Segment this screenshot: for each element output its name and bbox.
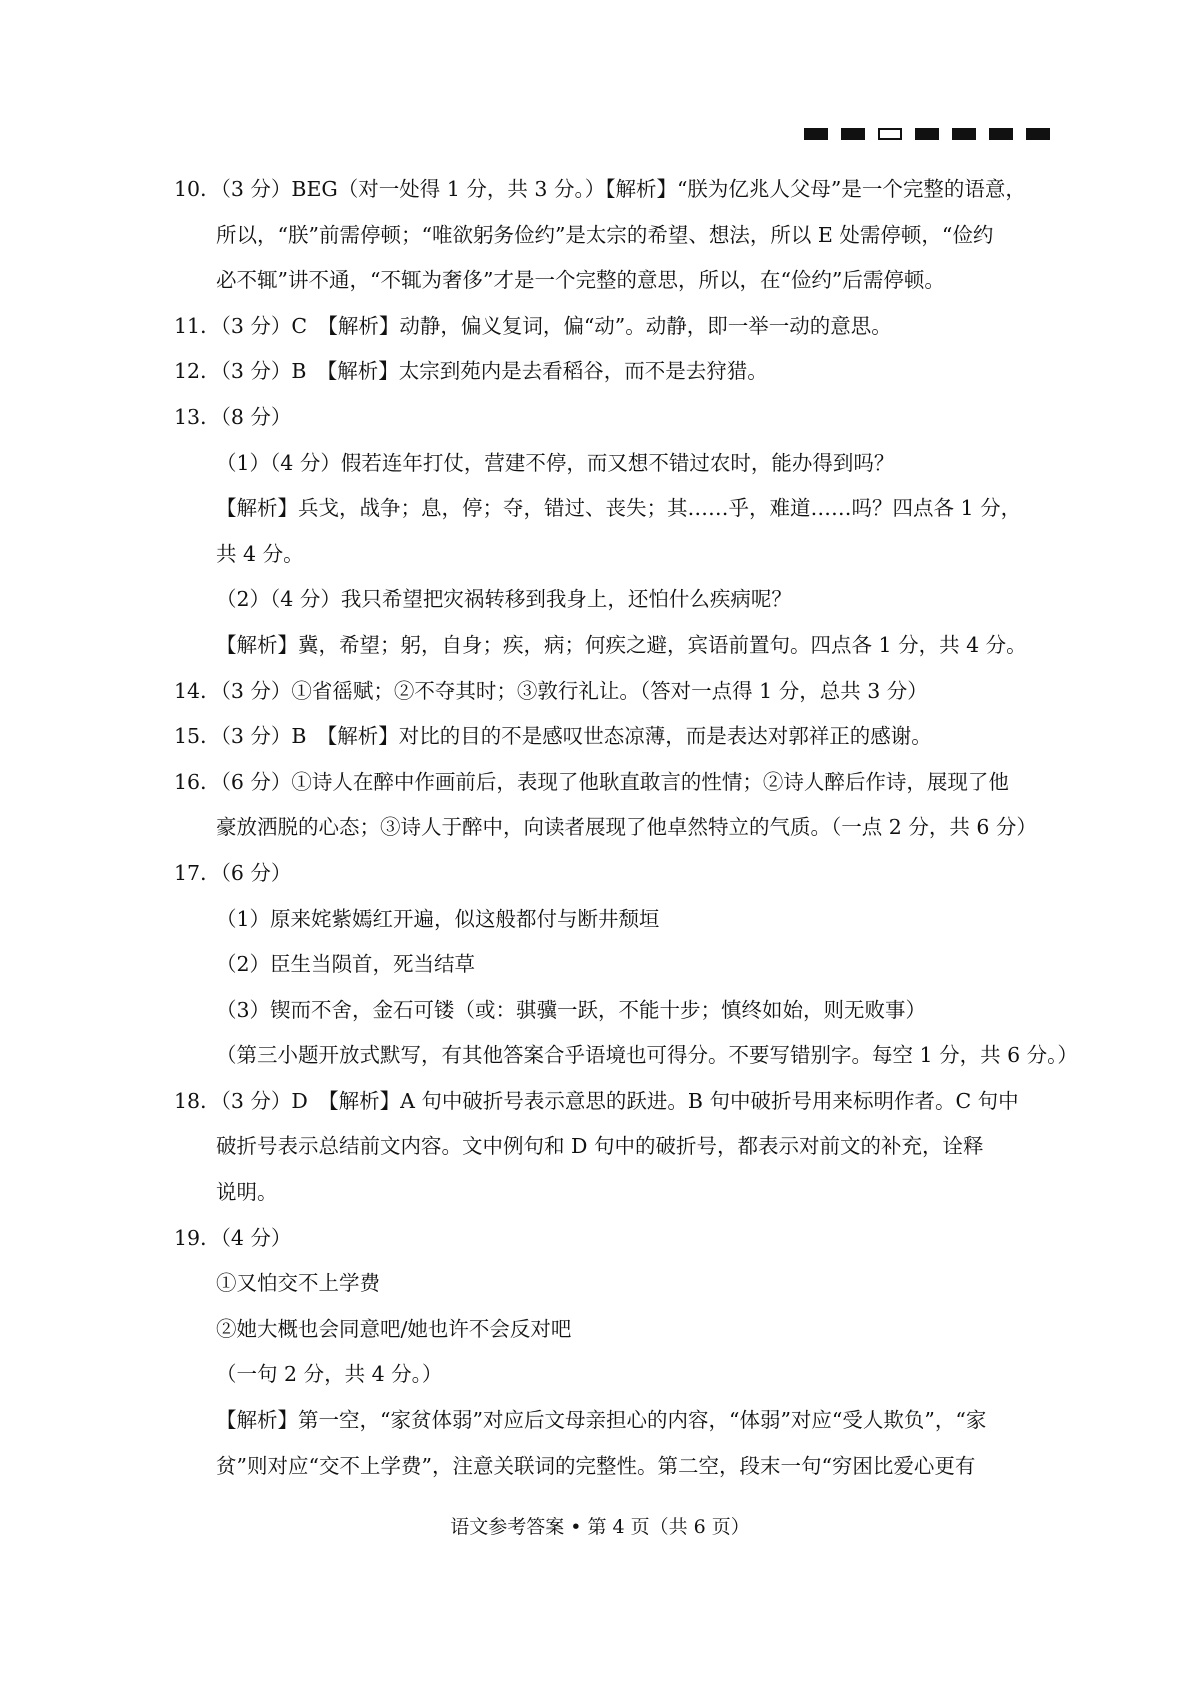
answer-line: 19．（4 分） (174, 1225, 292, 1250)
answer-line: 豪放洒脱的心态；③诗人于醉中，向读者展现了他卓然特立的气质。（一点 2 分，共 6 分） (216, 815, 1037, 840)
header-mark-hollow (878, 128, 902, 140)
header-mark-filled (841, 128, 865, 140)
answer-line: （2）臣生当陨首，死当结草 (216, 952, 476, 977)
answer-key-body (174, 167, 1078, 1489)
answer-line: 12．（3 分）B 【解析】太宗到苑内是去看稻谷，而不是去狩猎。 (174, 359, 768, 384)
answer-line: （一句 2 分，共 4 分。） (216, 1362, 443, 1387)
answer-line: （1）（4 分）假若连年打仗，营建不停，而又想不错过农时，能办得到吗？ (216, 450, 895, 475)
header-marks (804, 128, 1050, 142)
answer-line: ②她大概也会同意吧/她也许不会反对吧 (216, 1316, 572, 1341)
answer-line: （3）锲而不舍，金石可镂（或：骐骥一跃，不能十步；慎终如始，则无败事） (216, 997, 927, 1022)
answer-line: （1）原来姹紫嫣红开遍，似这般都付与断井颓垣 (216, 906, 660, 931)
answer-line: 【解析】第一空，“家贫体弱”对应后文母亲担心的内容，“体弱”对应“受人欺负”，“家 (216, 1408, 987, 1433)
header-mark-filled (989, 128, 1013, 140)
header-mark-filled (804, 128, 828, 140)
header-mark-filled (915, 128, 939, 140)
answer-line: 破折号表示总结前文内容。文中例句和 D 句中的破折号，都表示对前文的补充，诠释 (216, 1134, 984, 1159)
page-footer: 语文参考答案 • 第 4 页（共 6 页） (450, 1516, 750, 1538)
header-mark-filled (1026, 128, 1050, 140)
answer-line: 10．（3 分）BEG（对一处得 1 分，共 3 分。）【解析】“朕为亿兆人父母”是一个完整的语意， (174, 177, 1026, 201)
answer-line: 【解析】兵戈，战争；息，停；夺，错过、丧失；其……乎，难道……吗？四点各 1 分， (216, 496, 1022, 521)
answer-line: 16．（6 分）①诗人在醉中作画前后，表现了他耿直敢言的性情；②诗人醉后作诗，展现了他 (174, 769, 1009, 794)
answer-line: 18．（3 分）D 【解析】A 句中破折号表示意思的跃进。B 句中破折号用来标明作者。C 句中 (174, 1088, 1019, 1113)
answer-line: 贫”则对应“交不上学费”，注意关联词的完整性。第二空，段末一句“穷困比爱心更有 (216, 1453, 976, 1478)
answer-line: 共 4 分。 (216, 541, 304, 566)
answer-line: 说明。 (216, 1180, 278, 1205)
answer-line: ①又怕交不上学费 (216, 1271, 380, 1296)
answer-line: 14．（3 分）①省徭赋；②不夺其时；③敦行礼让。（答对一点得 1 分，总共 3 分） (174, 678, 928, 703)
header-mark-filled (952, 128, 976, 140)
answer-line: （2）（4 分）我只希望把灾祸转移到我身上，还怕什么疾病呢？ (216, 587, 792, 612)
answer-line: （第三小题开放式默写，有其他答案合乎语境也可得分。不要写错别字。每空 1 分，共 6 分。） (216, 1043, 1078, 1068)
answer-line: 13．（8 分） (174, 404, 292, 429)
answer-line: 11．（3 分）C 【解析】动静，偏义复词，偏“动”。动静，即一举一动的意思。 (174, 313, 892, 338)
answer-line: 15．（3 分）B 【解析】对比的目的不是感叹世态凉薄，而是表达对郭祥正的感谢。 (174, 724, 932, 749)
answer-line: 所以，“朕”前需停顿；“唯欲躬务俭约”是太宗的希望、想法，所以 E 处需停顿，“俭约 (216, 222, 994, 247)
answer-line: 必不辄”讲不通，“不辄为奢侈”才是一个完整的意思，所以，在“俭约”后需停顿。 (216, 268, 945, 293)
answer-line: 【解析】冀，希望；躬，自身；疾，病；何疾之避，宾语前置句。四点各 1 分，共 4 分。 (216, 632, 1027, 657)
answer-line: 17．（6 分） (174, 860, 292, 885)
